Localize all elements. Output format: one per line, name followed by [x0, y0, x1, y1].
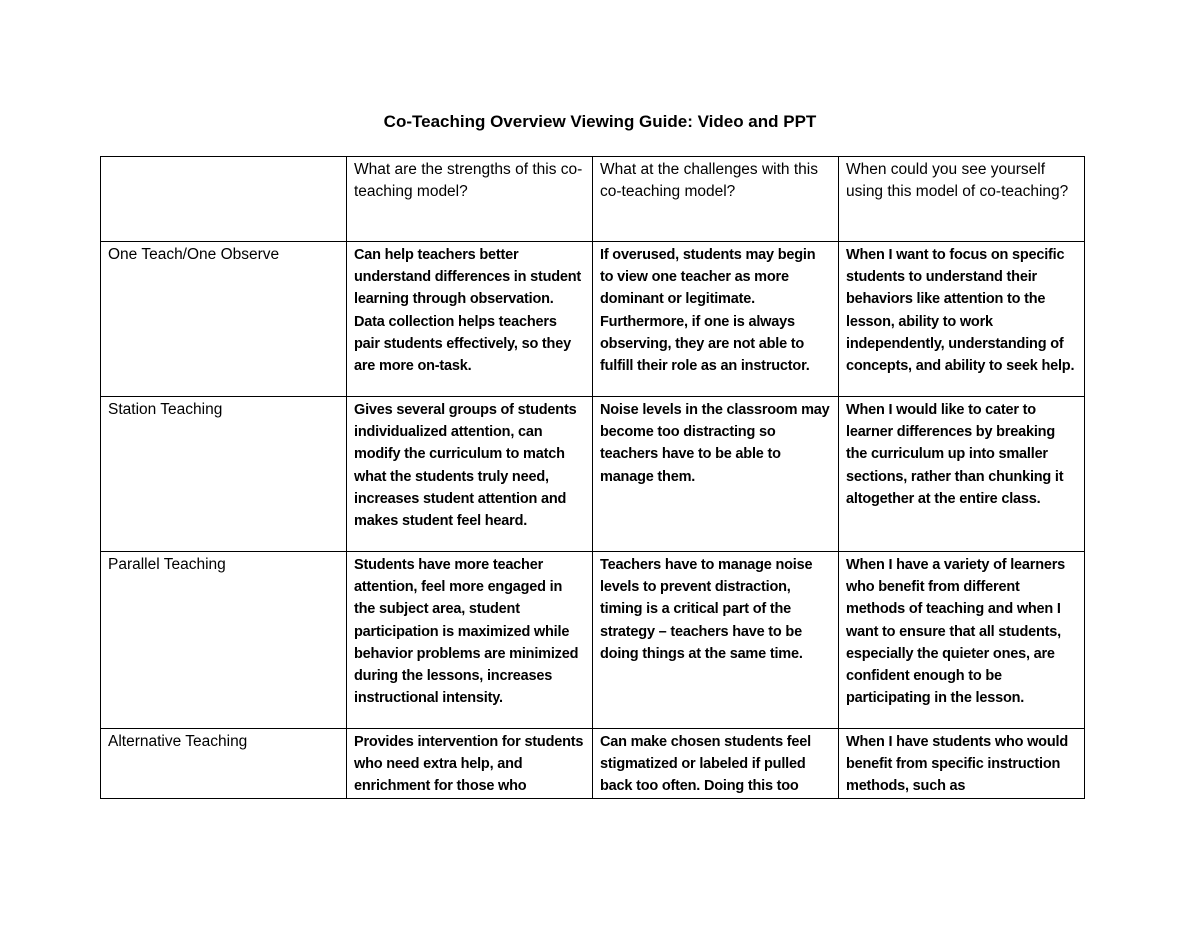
challenges-cell: Teachers have to manage noise levels to prevent distraction, timing is a critical part of the strategy – teachers have to be doing things at the same time.	[593, 552, 839, 729]
challenges-cell: Can make chosen students feel stigmatized or labeled if pulled back too often. Doing this too	[593, 729, 839, 799]
model-name-cell: One Teach/One Observe	[101, 242, 347, 397]
strengths-cell: Provides intervention for students who need extra help, and enrichment for those who	[347, 729, 593, 799]
table-row	[101, 242, 1085, 397]
table-row	[101, 397, 1085, 552]
strengths-cell: Gives several groups of students individualized attention, can modify the curriculum to match what the students truly need, increases student attention and makes student feel heard.	[347, 397, 593, 552]
co-teaching-table	[100, 156, 1085, 799]
table-row	[101, 729, 1085, 799]
document-title: Co-Teaching Overview Viewing Guide: Video and PPT	[383, 112, 817, 131]
model-name-cell: Parallel Teaching	[101, 552, 347, 729]
header-cell-challenges: What at the challenges with this co-teaching model?	[593, 157, 839, 242]
header-cell-strengths: What are the strengths of this co-teaching model?	[347, 157, 593, 242]
model-name-cell: Station Teaching	[101, 397, 347, 552]
challenges-cell: If overused, students may begin to view one teacher as more dominant or legitimate. Furthermore, if one is always observing, they are not able to fulfill their role as an instructor.	[593, 242, 839, 397]
table-row	[101, 552, 1085, 729]
table-header-row	[101, 157, 1085, 242]
header-cell-model	[101, 157, 347, 242]
header-cell-usage: When could you see yourself using this model of co-teaching?	[839, 157, 1085, 242]
usage-cell: When I have a variety of learners who benefit from different methods of teaching and when I want to ensure that all students, especially the quieter ones, are confident enough to be participating in the lesson.	[839, 552, 1085, 729]
usage-cell: When I want to focus on specific students to understand their behaviors like attention to the lesson, ability to work independently, understanding of concepts, and ability to seek help.	[839, 242, 1085, 397]
strengths-cell: Can help teachers better understand differences in student learning through observation. Data collection helps teachers pair students effectively, so they are more on-task.	[347, 242, 593, 397]
strengths-cell: Students have more teacher attention, feel more engaged in the subject area, student participation is maximized while behavior problems are minimized during the lessons, increases instructional intensity.	[347, 552, 593, 729]
model-name-cell: Alternative Teaching	[101, 729, 347, 799]
challenges-cell: Noise levels in the classroom may become too distracting so teachers have to be able to manage them.	[593, 397, 839, 552]
usage-cell: When I have students who would benefit from specific instruction methods, such as	[839, 729, 1085, 799]
usage-cell: When I would like to cater to learner differences by breaking the curriculum up into smaller sections, rather than chunking it altogether at the entire class.	[839, 397, 1085, 552]
